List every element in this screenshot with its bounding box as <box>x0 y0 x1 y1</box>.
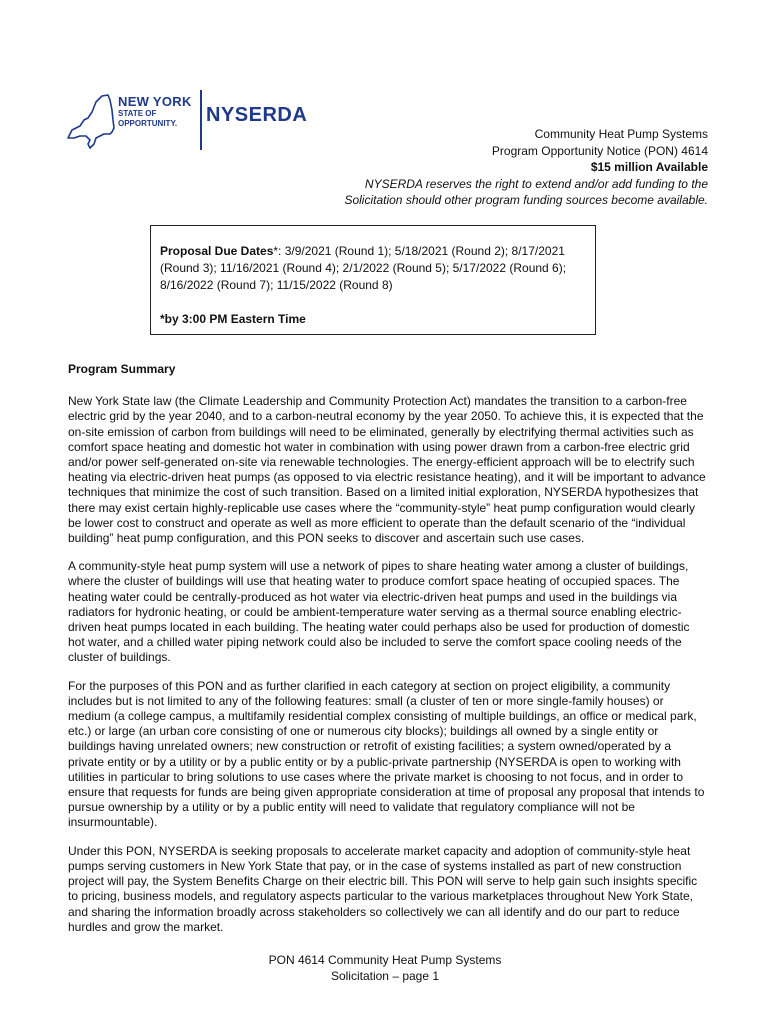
due-dates-line-1 <box>160 243 595 260</box>
new-york-state-map-icon <box>66 92 118 150</box>
state-tagline-1: STATE OF <box>118 109 157 118</box>
due-dates-label: Proposal Due Dates <box>160 244 274 258</box>
nys-nyserda-logo <box>66 86 306 156</box>
footer-page-number: Solicitation – page 1 <box>330 969 440 983</box>
due-dates-rounds-1: *: 3/9/2021 (Round 1); 5/18/2021 (Round 2); 8/17/2021 <box>273 244 565 258</box>
due-dates-line-2: (Round 3); 11/16/2021 (Round 4); 2/1/2022 (Round 5); 5/17/2022 (Round 6); <box>160 261 567 275</box>
solicitation-header <box>344 126 708 209</box>
logo-divider <box>200 90 202 150</box>
due-time-note: *by 3:00 PM Eastern Time <box>160 312 306 326</box>
due-dates-box <box>150 225 596 335</box>
summary-paragraph-4: Under this PON, NYSERDA is seeking proposals to accelerate market capacity and adoption of community-style heat pumps serving customers in New York State that pay, or in the case of systems installed as part of new construction project will pay, the System Benefits Charge on their electric bill. This PON will serve to help gain such insights specific to pricing, business models, and regulatory aspects particular to the various marketplaces throughout New York State, and sharing the information broadly across stakeholders so collectively we can all identify and do our part to reduce hurdles and grow the market. <box>68 843 698 934</box>
section-heading: Program Summary <box>68 362 176 376</box>
due-dates-line-3: 8/16/2022 (Round 7); 11/15/2022 (Round 8) <box>160 278 393 292</box>
state-wordmark <box>118 95 192 128</box>
summary-paragraph-2: A community-style heat pump system will use a network of pipes to share heating water among a cluster of buildings, where the cluster of buildings will use that heating water to produce comfort space heating of occupied spaces. The heating water could be centrally-produced as hot water via electric-driven heat pumps and used in the buildings via radiators for hydronic heating, or could be ambient-temperature water serving as a thermal source enabling electric-driven heat pumps located in each building. The heating water could perhaps also be used for production of domestic hot water, and a chilled water piping network could also be included to serve the comfort space cooling needs of the cluster of buildings. <box>68 559 690 665</box>
page-footer <box>0 952 770 984</box>
program-title: Community Heat Pump Systems <box>534 127 708 141</box>
state-tagline-2: OPPORTUNITY. <box>118 119 178 128</box>
footer-title: PON 4614 Community Heat Pump Systems <box>268 953 502 967</box>
summary-paragraph-1: New York State law (the Climate Leadership and Community Protection Act) mandates the transition to a carbon-free electric grid by the year 2040, and to a carbon-neutral economy by the year 2050. To achieve this, it is expected that the on-site emission of carbon from buildings will need to be eliminated, generally by electrifying thermal activities such as comfort space heating and domestic hot water in combination with using power drawn from a carbon-free electric grid and/or power self-generated on-site via renewable technologies. The energy-efficient approach will be to electrify such heating via electric-driven heat pumps (as opposed to via electric resistance heating), and it will be important to advance techniques that minimize the cost of such transition. Based on a limited initial exploration, NYSERDA hypothesizes that there may exist certain highly-replicable use cases where the “community-style” heat pump configuration would clearly be lower cost to construct and operate as well as more efficient to operate than the default scenario of the “individual building” heat pump configuration, and this PON seeks to discover and ascertain such use cases. <box>68 394 706 546</box>
program-summary-section <box>68 362 708 948</box>
summary-paragraph-3: For the purposes of this PON and as further clarified in each category at section on project eligibility, a community includes but is not limited to any of the following features: small (a cluster of ten or more single-family houses) or medium (a college campus, a multifamily residential complex consisting of multiple buildings, an office or medical park, etc.) or large (an urban core consisting of one or numerous city blocks); buildings all owned by a single entity or buildings having unrelated owners; new construction or retrofit of existing facilities; a system owned/operated by a private entity or by a utility or by a public entity or by a public-private partnership (NYSERDA is open to working with utilities in particular to bring solutions to use cases where the private market is choosing to not focus, and in order to ensure that requests for funds are being given appropriate consideration at time of proposal any proposal that intends to pursue ownership by a utility or by a public entity will need to validate that regulatory compliance will not be insurmountable). <box>68 678 705 830</box>
agency-wordmark: NYSERDA <box>206 104 308 126</box>
funding-amount: $15 million Available <box>590 160 708 174</box>
pon-number: Program Opportunity Notice (PON) 4614 <box>491 143 708 158</box>
state-name: NEW YORK <box>118 94 192 109</box>
funding-disclaimer-line-2: Solicitation should other program funding sources become available. <box>344 193 708 207</box>
funding-disclaimer-line-1: NYSERDA reserves the right to extend and/or add funding to the <box>364 176 708 191</box>
